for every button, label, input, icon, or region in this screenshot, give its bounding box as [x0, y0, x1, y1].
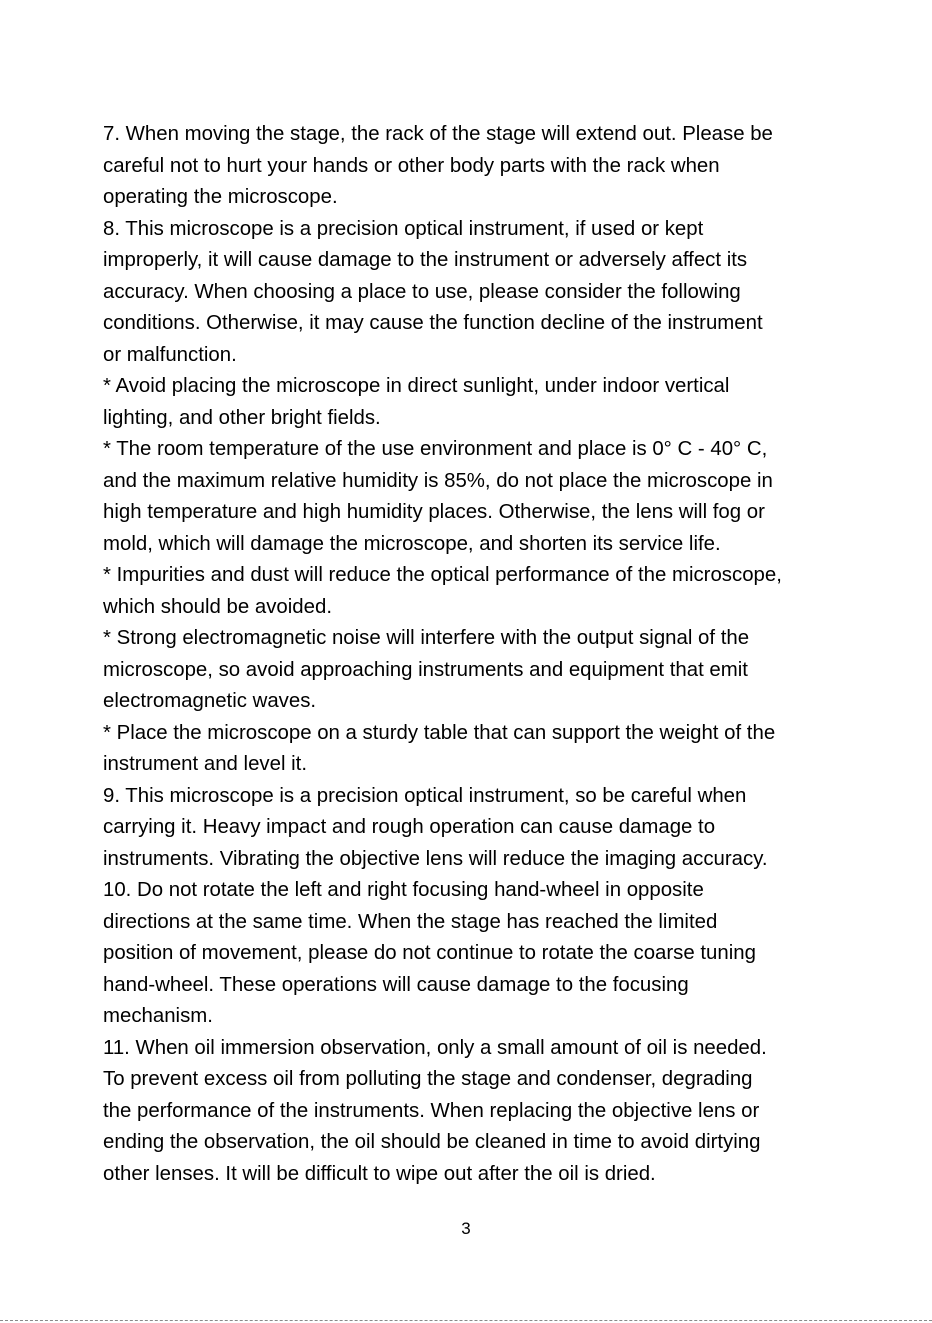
text-line: To prevent excess oil from polluting the stage and condenser, degrading — [103, 1068, 753, 1090]
text-line: accuracy. When choosing a place to use, please consider the following — [103, 280, 741, 303]
text-line: mechanism. — [103, 1005, 213, 1027]
text-line: instruments. Vibrating the objective lens will reduce the imaging accuracy. — [103, 847, 768, 870]
text-line: * Avoid placing the microscope in direct sunlight, under indoor vertical — [103, 375, 730, 397]
text-line: lighting, and other bright fields. — [103, 406, 381, 429]
page-body — [103, 119, 873, 1190]
page-bottom-divider — [0, 1320, 932, 1321]
text-line: 11. When oil immersion observation, only a small amount of oil is needed. — [103, 1036, 767, 1059]
text-line: 9. This microscope is a precision optical instrument, so be careful when — [103, 784, 747, 807]
text-line: operating the microscope. — [103, 186, 338, 208]
page-number: 3 — [461, 1219, 471, 1238]
text-line: carrying it. Heavy impact and rough operation can cause damage to — [103, 816, 716, 838]
text-line: 8. This microscope is a precision optical instrument, if used or kept — [103, 217, 704, 240]
text-line: 7. When moving the stage, the rack of the stage will extend out. Please be — [103, 123, 773, 145]
text-line: microscope, so avoid approaching instruments and equipment that emit — [103, 658, 748, 681]
text-line: mold, which will damage the microscope, and shorten its service life. — [103, 532, 721, 555]
text-line: the performance of the instruments. When replacing the objective lens or — [103, 1099, 760, 1122]
text-line: * Impurities and dust will reduce the optical performance of the microscope, — [103, 564, 782, 586]
text-line: position of movement, please do not continue to rotate the coarse tuning — [103, 942, 756, 964]
text-line: improperly, it will cause damage to the instrument or adversely affect its — [103, 249, 748, 271]
text-line: directions at the same time. When the stage has reached the limited — [103, 910, 718, 933]
text-line: hand-wheel. These operations will cause damage to the focusing — [103, 973, 689, 996]
text-line: 10. Do not rotate the left and right focusing hand-wheel in opposite — [103, 879, 704, 901]
text-line: * Place the microscope on a sturdy table that can support the weight of the — [103, 721, 776, 744]
text-line: other lenses. It will be difficult to wipe out after the oil is dried. — [103, 1162, 656, 1185]
text-line: electromagnetic waves. — [103, 690, 317, 712]
text-line: careful not to hurt your hands or other body parts with the rack when — [103, 154, 720, 177]
text-line: or malfunction. — [103, 343, 237, 366]
text-line: * The room temperature of the use environment and place is 0° C - 40° C, — [103, 438, 768, 460]
text-line: high temperature and high humidity places. Otherwise, the lens will fog or — [103, 501, 765, 523]
text-line: which should be avoided. — [103, 595, 332, 618]
text-line: conditions. Otherwise, it may cause the function decline of the instrument — [103, 312, 763, 334]
text-line: instrument and level it. — [103, 753, 308, 775]
text-line: * Strong electromagnetic noise will interfere with the output signal of the — [103, 627, 750, 649]
text-line: and the maximum relative humidity is 85%, do not place the microscope in — [103, 469, 773, 492]
text-line: ending the observation, the oil should be cleaned in time to avoid dirtying — [103, 1131, 761, 1153]
